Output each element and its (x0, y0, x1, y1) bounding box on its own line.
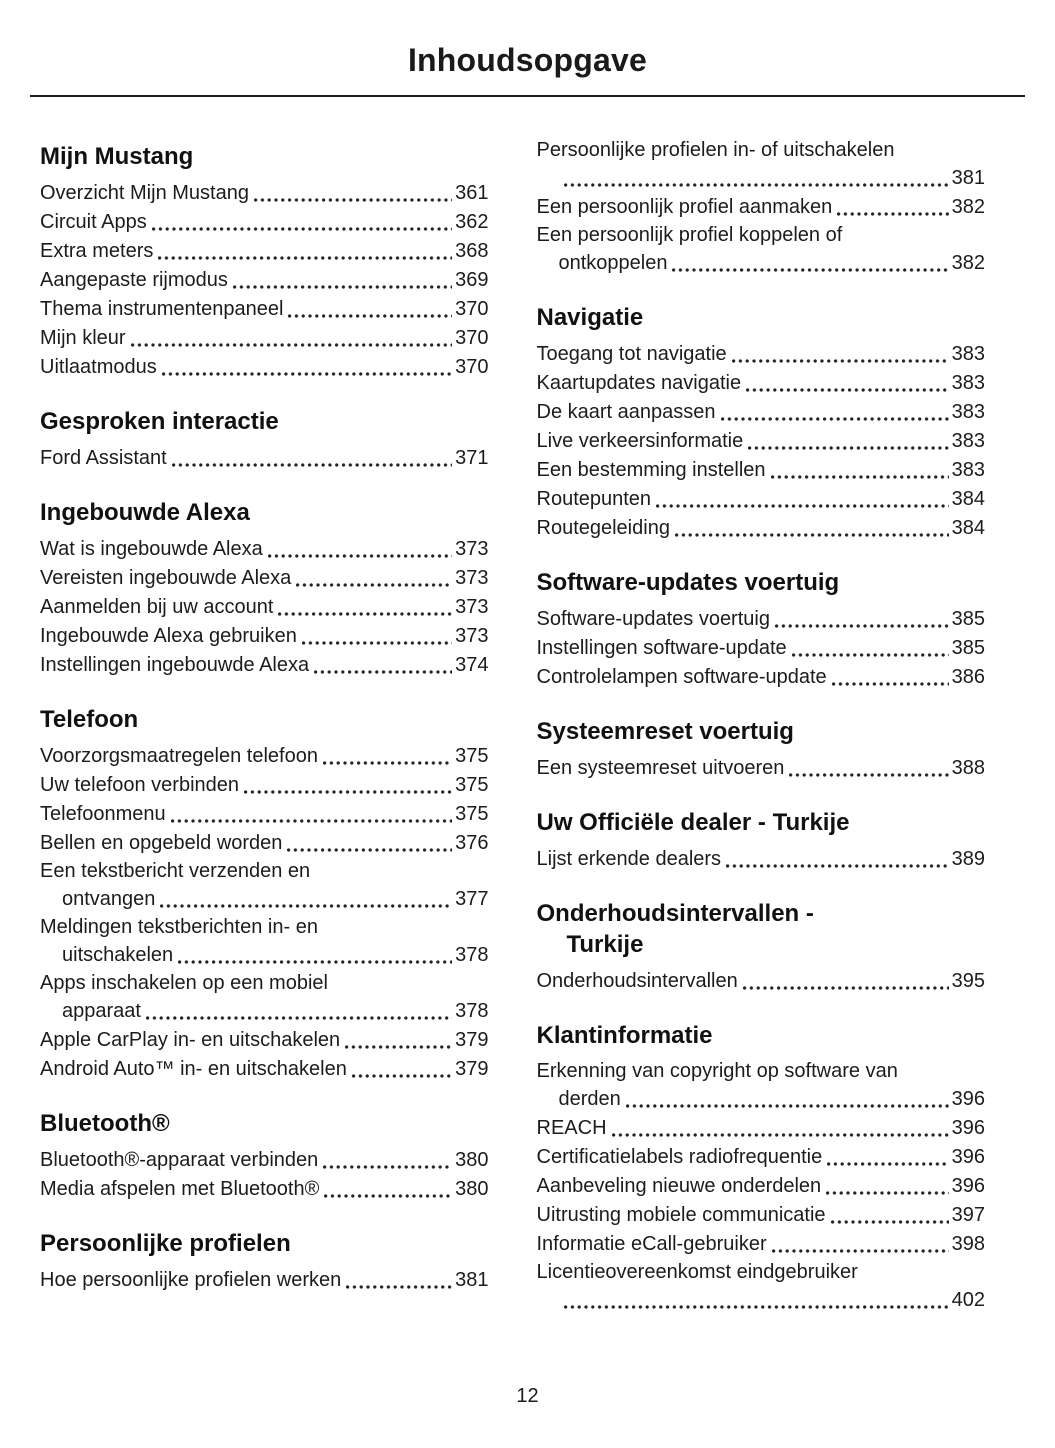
toc-entry-text: Aanbeveling nieuwe onderdelen (536, 1175, 822, 1197)
dot-leader (772, 1249, 949, 1253)
toc-entry-text: Media afspelen met Bluetooth® (40, 1178, 320, 1200)
toc-section (537, 1020, 986, 1315)
toc-entry-page: 388 (951, 757, 985, 779)
section-heading (40, 1228, 489, 1259)
section-heading (537, 567, 986, 598)
toc-entry-page: 396 (951, 1175, 985, 1197)
toc-entry-page: 385 (951, 608, 985, 630)
toc-entry (40, 742, 489, 771)
toc-entry (537, 1114, 986, 1143)
dot-leader (672, 268, 948, 272)
toc-entry-text: Software-updates voertuig (536, 608, 770, 630)
toc-entry-text: De kaart aanpassen (536, 401, 716, 423)
toc-entry (537, 1230, 986, 1259)
dot-leader (345, 1045, 452, 1049)
toc-entry (537, 193, 986, 222)
toc-entry-line (40, 651, 489, 680)
section-heading (40, 704, 489, 735)
dot-leader (748, 446, 948, 450)
toc-entry-line (40, 941, 489, 970)
toc-entry-page: 375 (455, 803, 489, 825)
toc-entry-text: Live verkeersinformatie (536, 430, 744, 452)
toc-entry-page: 373 (455, 567, 489, 589)
toc-entry-page: 361 (455, 182, 489, 204)
toc-entry (537, 340, 986, 369)
dot-leader (233, 285, 452, 289)
toc-entry-line (40, 1026, 489, 1055)
toc-entry-page: 373 (455, 596, 489, 618)
dot-leader (160, 904, 452, 908)
toc-entry-text: Een persoonlijk profiel koppelen of (536, 224, 843, 246)
toc-entry-line (537, 634, 986, 663)
dot-leader (656, 504, 949, 508)
toc-entry-line (40, 885, 489, 914)
toc-entry-page: 378 (455, 944, 489, 966)
dot-leader (158, 256, 452, 260)
toc-entry-text: Uitrusting mobiele communicatie (536, 1204, 826, 1226)
toc-entry-text: Uw telefoon verbinden (40, 774, 240, 796)
toc-entry-text: Android Auto™ in- en uitschakelen (40, 1058, 347, 1080)
toc-entry-text: Een systeemreset uitvoeren (536, 757, 785, 779)
toc-entry-text: Toegang tot navigatie (536, 343, 727, 365)
toc-section (40, 497, 489, 680)
toc-section (537, 898, 986, 996)
toc-entry-page: 402 (951, 1289, 985, 1311)
toc-entry-line (40, 266, 489, 295)
section-heading (40, 1108, 489, 1139)
toc-entry-page: 371 (455, 447, 489, 469)
toc-entry-page: 396 (951, 1146, 985, 1168)
dot-leader (564, 1305, 949, 1309)
toc-entry-page: 380 (455, 1149, 489, 1171)
dot-leader (287, 848, 452, 852)
toc-entry (537, 222, 986, 278)
toc-entry-line (537, 1143, 986, 1172)
toc-entry-text: Voorzorgsmaatregelen telefoon (40, 745, 318, 767)
toc-entry (40, 858, 489, 914)
toc-entry-text: REACH (536, 1117, 607, 1139)
section-heading-line: Mijn Mustang (40, 143, 194, 170)
toc-entry-page: 379 (455, 1029, 489, 1051)
toc-entry-page: 383 (951, 372, 985, 394)
toc-entry-line (40, 208, 489, 237)
toc-entry (40, 295, 489, 324)
section-heading-line: Bluetooth® (40, 1110, 170, 1137)
toc-entry-text: derden (558, 1088, 621, 1110)
dot-leader (726, 864, 949, 868)
toc-entry-text: Onderhoudsintervallen (536, 970, 738, 992)
section-heading-line: Systeemreset voertuig (536, 718, 794, 745)
toc-entry-line (537, 605, 986, 634)
toc-entry (537, 427, 986, 456)
toc-section (537, 302, 986, 543)
toc-entry-line (40, 1266, 489, 1295)
toc-entry-text: Een bestemming instellen (536, 459, 766, 481)
dot-leader (775, 624, 949, 628)
dot-leader (178, 960, 452, 964)
toc-entry-page: 396 (951, 1117, 985, 1139)
toc-entry-text: Overzicht Mijn Mustang (40, 182, 249, 204)
dot-leader (131, 343, 453, 347)
dot-leader (746, 388, 949, 392)
toc-entry-line (40, 535, 489, 564)
dot-leader (831, 1220, 949, 1224)
toc-entry-line (537, 514, 986, 543)
section-heading-line: Navigatie (536, 304, 644, 331)
toc-entry-line (40, 564, 489, 593)
toc-entry-text: Hoe persoonlijke profielen werken (40, 1269, 342, 1291)
toc-entry-text: Kaartupdates navigatie (536, 372, 742, 394)
toc-entry-page: 382 (951, 252, 985, 274)
toc-entry-text: Een tekstbericht verzenden en (40, 860, 311, 882)
toc-entry-text: ontvangen (62, 888, 156, 910)
section-heading-line: Persoonlijke profielen (40, 1230, 291, 1257)
toc-entry (40, 324, 489, 353)
toc-entry-line (40, 997, 489, 1026)
toc-entry-text: Vereisten ingebouwde Alexa (40, 567, 292, 589)
toc-entry-line (40, 295, 489, 324)
toc-entry-page: 375 (455, 774, 489, 796)
page-header (0, 0, 1055, 97)
toc-entry (40, 1055, 489, 1084)
toc-entry-page: 381 (455, 1269, 489, 1291)
toc-entry (40, 800, 489, 829)
dot-leader (827, 1162, 948, 1166)
toc-entry-line (537, 249, 986, 278)
dot-leader (837, 212, 948, 216)
dot-leader (743, 986, 949, 990)
toc-entry (40, 829, 489, 858)
toc-entry-line (537, 1230, 986, 1259)
toc-entry-line (40, 353, 489, 382)
section-heading-line: Gesproken interactie (40, 408, 279, 435)
page-title: Inhoudsopgave (407, 42, 648, 78)
toc-entry-page: 384 (951, 488, 985, 510)
toc-column-right (537, 137, 986, 1339)
toc-entry-line (537, 1172, 986, 1201)
toc-entry-text: Uitlaatmodus (40, 356, 157, 378)
toc-content (0, 97, 1055, 1339)
dot-leader (612, 1133, 949, 1137)
dot-leader (732, 359, 949, 363)
toc-entry (537, 845, 986, 874)
toc-entry-line (40, 593, 489, 622)
toc-entry (40, 1026, 489, 1055)
section-heading-line: Ingebouwde Alexa (40, 499, 250, 526)
section-heading (537, 807, 986, 838)
toc-entry (537, 967, 986, 996)
dot-leader (352, 1074, 452, 1078)
toc-entry-page: 382 (951, 196, 985, 218)
toc-entry (537, 485, 986, 514)
toc-entry-line (537, 193, 986, 222)
section-heading (537, 716, 986, 747)
toc-entry-page: 369 (455, 269, 489, 291)
toc-entry-text: Routegeleiding (536, 517, 670, 539)
toc-entry (40, 593, 489, 622)
dot-leader (314, 670, 452, 674)
toc-entry-line (537, 967, 986, 996)
toc-entry-page: 383 (951, 430, 985, 452)
toc-entry (40, 179, 489, 208)
toc-entry-page: 377 (455, 888, 489, 910)
toc-entry-line (537, 845, 986, 874)
toc-entry-page: 383 (951, 343, 985, 365)
toc-entry-page: 381 (951, 167, 985, 189)
toc-entry-line (537, 398, 986, 427)
toc-entry-line (40, 622, 489, 651)
toc-entry-text: Extra meters (40, 240, 154, 262)
toc-entry (537, 514, 986, 543)
toc-entry (40, 266, 489, 295)
dot-leader (789, 773, 948, 777)
toc-entry (40, 353, 489, 382)
toc-entry (537, 663, 986, 692)
toc-section (40, 141, 489, 382)
toc-entry-page: 374 (455, 654, 489, 676)
toc-entry-page: 370 (455, 298, 489, 320)
toc-section (537, 137, 986, 278)
dot-leader (302, 641, 452, 645)
dot-leader (278, 612, 452, 616)
toc-entry-line (537, 1085, 986, 1114)
toc-entry-text: Bellen en opgebeld worden (40, 832, 283, 854)
toc-entry (40, 444, 489, 473)
dot-leader (324, 1194, 452, 1198)
toc-entry-line (537, 1201, 986, 1230)
toc-entry (40, 914, 489, 970)
toc-entry-text: Controlelampen software-update (536, 666, 827, 688)
toc-entry-page: 378 (455, 1000, 489, 1022)
toc-entry (537, 754, 986, 783)
toc-entry-page: 383 (951, 401, 985, 423)
toc-entry-text: Routepunten (536, 488, 652, 510)
toc-entry-line (537, 1114, 986, 1143)
toc-entry (537, 634, 986, 663)
dot-leader (792, 653, 949, 657)
toc-entry-text: Thema instrumentenpaneel (40, 298, 284, 320)
section-heading-line: Klantinformatie (536, 1022, 713, 1049)
dot-leader (771, 475, 949, 479)
toc-entry-line (537, 427, 986, 456)
dot-leader (254, 198, 452, 202)
toc-entry-text: uitschakelen (62, 944, 174, 966)
toc-entry-text: Instellingen ingebouwde Alexa (40, 654, 310, 676)
toc-entry-line (537, 369, 986, 398)
toc-entry-page: 370 (455, 327, 489, 349)
toc-entry-text: Persoonlijke profielen in- of uitschakelen (536, 139, 895, 161)
toc-section (537, 567, 986, 692)
toc-entry (40, 651, 489, 680)
dot-leader (626, 1104, 949, 1108)
toc-entry-page: 384 (951, 517, 985, 539)
toc-entry (537, 1259, 986, 1315)
toc-entry-page: 398 (951, 1233, 985, 1255)
toc-entry-page: 375 (455, 745, 489, 767)
toc-entry-text: Informatie eCall-gebruiker (536, 1233, 767, 1255)
dot-leader (826, 1191, 948, 1195)
dot-leader (675, 533, 949, 537)
toc-entry (40, 237, 489, 266)
toc-entry (537, 1172, 986, 1201)
section-heading-line: Turkije (566, 931, 644, 958)
toc-entry-page: 397 (951, 1204, 985, 1226)
toc-entry-line (40, 1055, 489, 1084)
toc-entry-page: 385 (951, 637, 985, 659)
toc-entry (40, 535, 489, 564)
toc-entry-text: Ingebouwde Alexa gebruiken (40, 625, 297, 647)
toc-entry-line (537, 1286, 986, 1315)
dot-leader (171, 819, 452, 823)
toc-entry-page: 386 (951, 666, 985, 688)
dot-leader (323, 1165, 452, 1169)
toc-entry-text: Licentieovereenkomst eindgebruiker (536, 1261, 858, 1283)
toc-entry-text: Apps inschakelen op een mobiel (40, 972, 328, 994)
toc-entry (40, 622, 489, 651)
toc-section (537, 807, 986, 874)
dot-leader (152, 227, 452, 231)
section-heading (40, 141, 489, 172)
toc-entry-text: Ford Assistant (40, 447, 167, 469)
toc-entry-text: Lijst erkende dealers (536, 848, 722, 870)
toc-entry-text: Circuit Apps (40, 211, 147, 233)
dot-leader (323, 761, 452, 765)
toc-entry (537, 1201, 986, 1230)
toc-entry-text: ontkoppelen (558, 252, 668, 274)
dot-leader (832, 682, 949, 686)
dot-leader (346, 1285, 452, 1289)
toc-entry-text: Certificatielabels radiofrequentie (536, 1146, 823, 1168)
toc-entry-page: 396 (951, 1088, 985, 1110)
toc-entry-line (40, 800, 489, 829)
toc-entry-text: Aanmelden bij uw account (40, 596, 274, 618)
toc-entry (40, 208, 489, 237)
toc-entry-text: apparaat (62, 1000, 141, 1022)
toc-entry-line (40, 444, 489, 473)
section-heading (537, 1020, 986, 1051)
toc-entry-line (40, 1175, 489, 1204)
toc-entry-page: 380 (455, 1178, 489, 1200)
toc-entry-text: Bluetooth®-apparaat verbinden (40, 1149, 319, 1171)
toc-section (40, 406, 489, 473)
toc-section (40, 1108, 489, 1204)
page-footer (0, 1385, 1055, 1408)
section-heading-line: Uw Officiële dealer - Turkije (536, 809, 850, 836)
toc-entry (537, 1143, 986, 1172)
toc-entry-line (40, 237, 489, 266)
toc-section (40, 704, 489, 1084)
toc-entry-page: 395 (951, 970, 985, 992)
toc-entry-text: Instellingen software-update (536, 637, 787, 659)
toc-entry-page: 376 (455, 832, 489, 854)
toc-entry-text: Mijn kleur (40, 327, 126, 349)
section-heading (40, 406, 489, 437)
toc-column-left (40, 137, 489, 1339)
toc-entry-text: Aangepaste rijmodus (40, 269, 228, 291)
toc-entry (537, 398, 986, 427)
toc-entry-text: Een persoonlijk profiel aanmaken (536, 196, 833, 218)
toc-entry-page: 379 (455, 1058, 489, 1080)
toc-entry (537, 456, 986, 485)
dot-leader (721, 417, 949, 421)
section-heading (537, 302, 986, 333)
toc-entry (40, 771, 489, 800)
toc-entry-line (537, 663, 986, 692)
toc-entry (537, 1058, 986, 1114)
toc-entry (40, 1175, 489, 1204)
toc-entry (40, 1146, 489, 1175)
toc-entry (40, 1266, 489, 1295)
toc-entry-line (40, 829, 489, 858)
toc-entry-line (537, 485, 986, 514)
toc-entry-text: Apple CarPlay in- en uitschakelen (40, 1029, 341, 1051)
toc-entry (537, 137, 986, 193)
section-heading (40, 497, 489, 528)
toc-entry-text: Erkenning van copyright op software van (536, 1060, 898, 1082)
toc-entry-line (537, 456, 986, 485)
dot-leader (146, 1016, 452, 1020)
toc-entry-text: Wat is ingebouwde Alexa (40, 538, 263, 560)
toc-entry (537, 369, 986, 398)
section-heading-line: Telefoon (40, 706, 139, 733)
toc-entry-text: Meldingen tekstberichten in- en (40, 916, 318, 938)
toc-entry-page: 373 (455, 625, 489, 647)
dot-leader (296, 583, 452, 587)
toc-entry-page: 389 (951, 848, 985, 870)
section-heading-line: Software-updates voertuig (536, 569, 840, 596)
dot-leader (564, 183, 949, 187)
toc-entry-text: Telefoonmenu (40, 803, 166, 825)
toc-section (537, 716, 986, 783)
page-number: 12 (516, 1385, 539, 1407)
dot-leader (162, 372, 452, 376)
dot-leader (244, 790, 452, 794)
toc-entry-page: 362 (455, 211, 489, 233)
toc-entry-page: 383 (951, 459, 985, 481)
toc-entry-page: 370 (455, 356, 489, 378)
toc-entry-line (40, 1146, 489, 1175)
toc-entry-line (537, 754, 986, 783)
toc-entry-line (40, 179, 489, 208)
toc-entry-line (537, 164, 986, 193)
toc-entry (40, 564, 489, 593)
section-heading (537, 898, 986, 960)
dot-leader (172, 463, 452, 467)
toc-entry-line (40, 771, 489, 800)
toc-section (40, 1228, 489, 1295)
toc-entry (40, 970, 489, 1026)
toc-entry-line (537, 340, 986, 369)
toc-entry-line (40, 742, 489, 771)
toc-entry-line (40, 324, 489, 353)
dot-leader (288, 314, 452, 318)
toc-entry (537, 605, 986, 634)
toc-entry-page: 373 (455, 538, 489, 560)
section-heading-line: Onderhoudsintervallen - (536, 900, 814, 927)
dot-leader (268, 554, 452, 558)
toc-entry-page: 368 (455, 240, 489, 262)
